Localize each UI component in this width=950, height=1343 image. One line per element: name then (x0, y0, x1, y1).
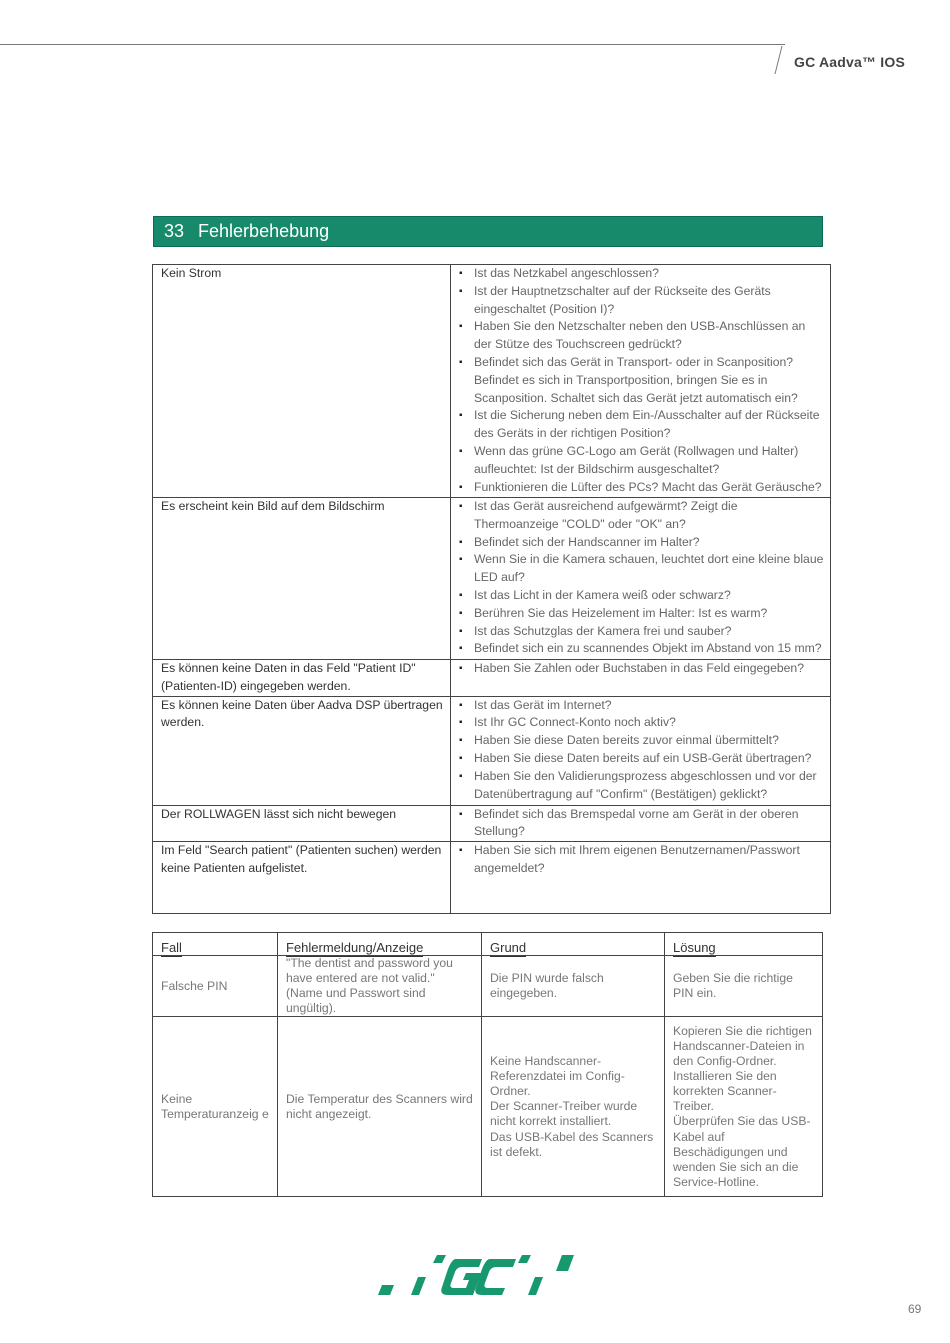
list-item: ▪ Ist Ihr GC Connect-Konto noch aktiv? (459, 714, 824, 732)
checks-cell (451, 265, 831, 498)
table-header-row (153, 933, 823, 956)
column-header-message: Fehlermeldung/Anzeige (278, 933, 482, 956)
list-item: ▪ Haben Sie sich mit Ihrem eigenen Benutzernamen/Passwort angemeldet? (459, 842, 824, 878)
issue-cell: Es erscheint kein Bild auf dem Bildschirm (153, 498, 451, 660)
logo-quote-right (518, 1255, 531, 1263)
list-item: ▪ Berühren Sie das Heizelement im Halter: Ist es warm? (459, 605, 824, 623)
list-item: ▪ Haben Sie diese Daten bereits zuvor einmal übermittelt? (459, 732, 824, 750)
list-item: ▪ Befindet sich das Bremspedal vorne am Gerät in der oberen Stellung? (459, 806, 824, 842)
logo-tick-left-2 (411, 1277, 426, 1295)
list-item: ▪ Befindet sich ein zu scannendes Objekt im Abstand von 15 mm? (459, 640, 824, 658)
list-item: ▪ Wenn Sie in die Kamera schauen, leuchtet dort eine kleine blaue LED auf? (459, 551, 824, 587)
table-row (153, 1017, 823, 1197)
table-row (153, 660, 831, 697)
column-header-fall: Fall (153, 933, 278, 956)
troubleshooting-table (152, 264, 831, 914)
list-item: ▪ Ist das Licht in der Kamera weiß oder schwarz? (459, 587, 824, 605)
list-item: ▪ Befindet sich das Gerät in Transport- oder in Scanposition? Befindet es sich in Transportposition, bringen Sie es in Scanposition. Schaltet sich das Gerät jetzt automatisch ein? (459, 354, 824, 407)
list-item: ▪ Haben Sie den Validierungsprozess abgeschlossen und vor der Datenübertragung auf "Confirm" (Bestätigen) geklickt? (459, 768, 824, 804)
document-title: GC Aadva™ IOS (794, 54, 905, 70)
list-item: ▪ Ist das Gerät ausreichend aufgewärmt? Zeigt die Thermoanzeige "COLD" oder "OK" an? (459, 498, 824, 534)
case-cell: Keine Temperaturanzeig e (153, 1017, 278, 1197)
list-item: ▪ Ist der Hauptnetzschalter auf der Rückseite des Geräts eingeschaltet (Position I)? (459, 283, 824, 319)
section-number: 33 (164, 221, 185, 241)
checks-list (459, 660, 824, 678)
page-number: 69 (908, 1302, 922, 1316)
checks-cell (451, 805, 831, 842)
list-item: ▪ Haben Sie den Netzschalter neben den USB-Anschlüssen an der Stütze des Touchscreen gedrückt? (459, 318, 824, 354)
issue-cell: Im Feld "Search patient" (Patienten suchen) werden keine Patienten aufgelistet. (153, 842, 451, 914)
checks-list (459, 842, 824, 878)
checks-list (459, 697, 824, 804)
checks-list (459, 498, 824, 658)
column-header-reason: Grund (482, 933, 665, 956)
list-item: ▪ Haben Sie diese Daten bereits auf ein USB-Gerät übertragen? (459, 750, 824, 768)
logo-quote-left (433, 1255, 446, 1263)
checks-cell (451, 696, 831, 805)
checks-list (459, 806, 824, 842)
issue-cell: Kein Strom (153, 265, 451, 498)
list-item: ▪ Wenn das grüne GC-Logo am Gerät (Rollwagen und Halter) aufleuchtet: Ist der Bildschirm ausgeschaltet? (459, 443, 824, 479)
list-item: ▪ Funktionieren die Lüfter des PCs? Macht das Gerät Geräusche? (459, 479, 824, 497)
list-item: ▪ Ist das Gerät im Internet? (459, 697, 824, 715)
solution-cell: Geben Sie die richtige PIN ein. (665, 956, 823, 1017)
header-divider (775, 46, 783, 74)
checks-cell (451, 842, 831, 914)
column-header-solution: Lösung (665, 933, 823, 956)
table-row (153, 805, 831, 842)
logo-tick-left (378, 1285, 394, 1295)
gc-logo (378, 1255, 574, 1297)
message-cell: "The dentist and password you have entered are not valid." (Name und Passwort sind ungültig). (278, 956, 482, 1017)
checks-cell (451, 660, 831, 697)
message-cell: Die Temperatur des Scanners wird nicht angezeigt. (278, 1017, 482, 1197)
table-row (153, 265, 831, 498)
list-item: ▪ Befindet sich der Handscanner im Halter? (459, 534, 824, 552)
solution-cell: Kopieren Sie die richtigen Handscanner-Dateien in den Config-Ordner. Installieren Sie den korrekten Scanner-Treiber. Überprüfen Sie das USB-Kabel auf Beschädigungen und wenden Sie sich an die Service-Hotline. (665, 1017, 823, 1197)
table-row (153, 498, 831, 660)
table-row (153, 696, 831, 805)
section-title: Fehlerbehebung (198, 221, 330, 241)
reason-cell: Die PIN wurde falsch eingegeben. (482, 956, 665, 1017)
list-item: ▪ Ist die Sicherung neben dem Ein-/Ausschalter auf der Rückseite des Geräts in der richtigen Position? (459, 407, 824, 443)
list-item: ▪ Haben Sie Zahlen oder Buchstaben in das Feld eingegeben? (459, 660, 824, 678)
table-row (153, 842, 831, 914)
logo-tick-right-2 (556, 1255, 574, 1271)
logo-tick-right (528, 1277, 543, 1295)
logo-letter-c (475, 1259, 516, 1295)
case-cell: Falsche PIN (153, 956, 278, 1017)
list-item: ▪ Ist das Schutzglas der Kamera frei und sauber? (459, 623, 824, 641)
issue-cell: Es können keine Daten über Aadva DSP übertragen werden. (153, 696, 451, 805)
checks-cell (451, 498, 831, 660)
checks-list (459, 265, 824, 496)
header-rule (0, 44, 785, 45)
issue-cell: Es können keine Daten in das Feld "Patient ID" (Patienten-ID) eingegeben werden. (153, 660, 451, 697)
issue-cell: Der ROLLWAGEN lässt sich nicht bewegen (153, 805, 451, 842)
table-row (153, 956, 823, 1017)
reason-cell: Keine Handscanner-Referenzdatei im Config-Ordner. Der Scanner-Treiber wurde nicht korrekt installiert. Das USB-Kabel des Scanners ist defekt. (482, 1017, 665, 1197)
list-item: ▪ Ist das Netzkabel angeschlossen? (459, 265, 824, 283)
section-heading (153, 216, 823, 247)
error-messages-table (152, 932, 823, 1197)
